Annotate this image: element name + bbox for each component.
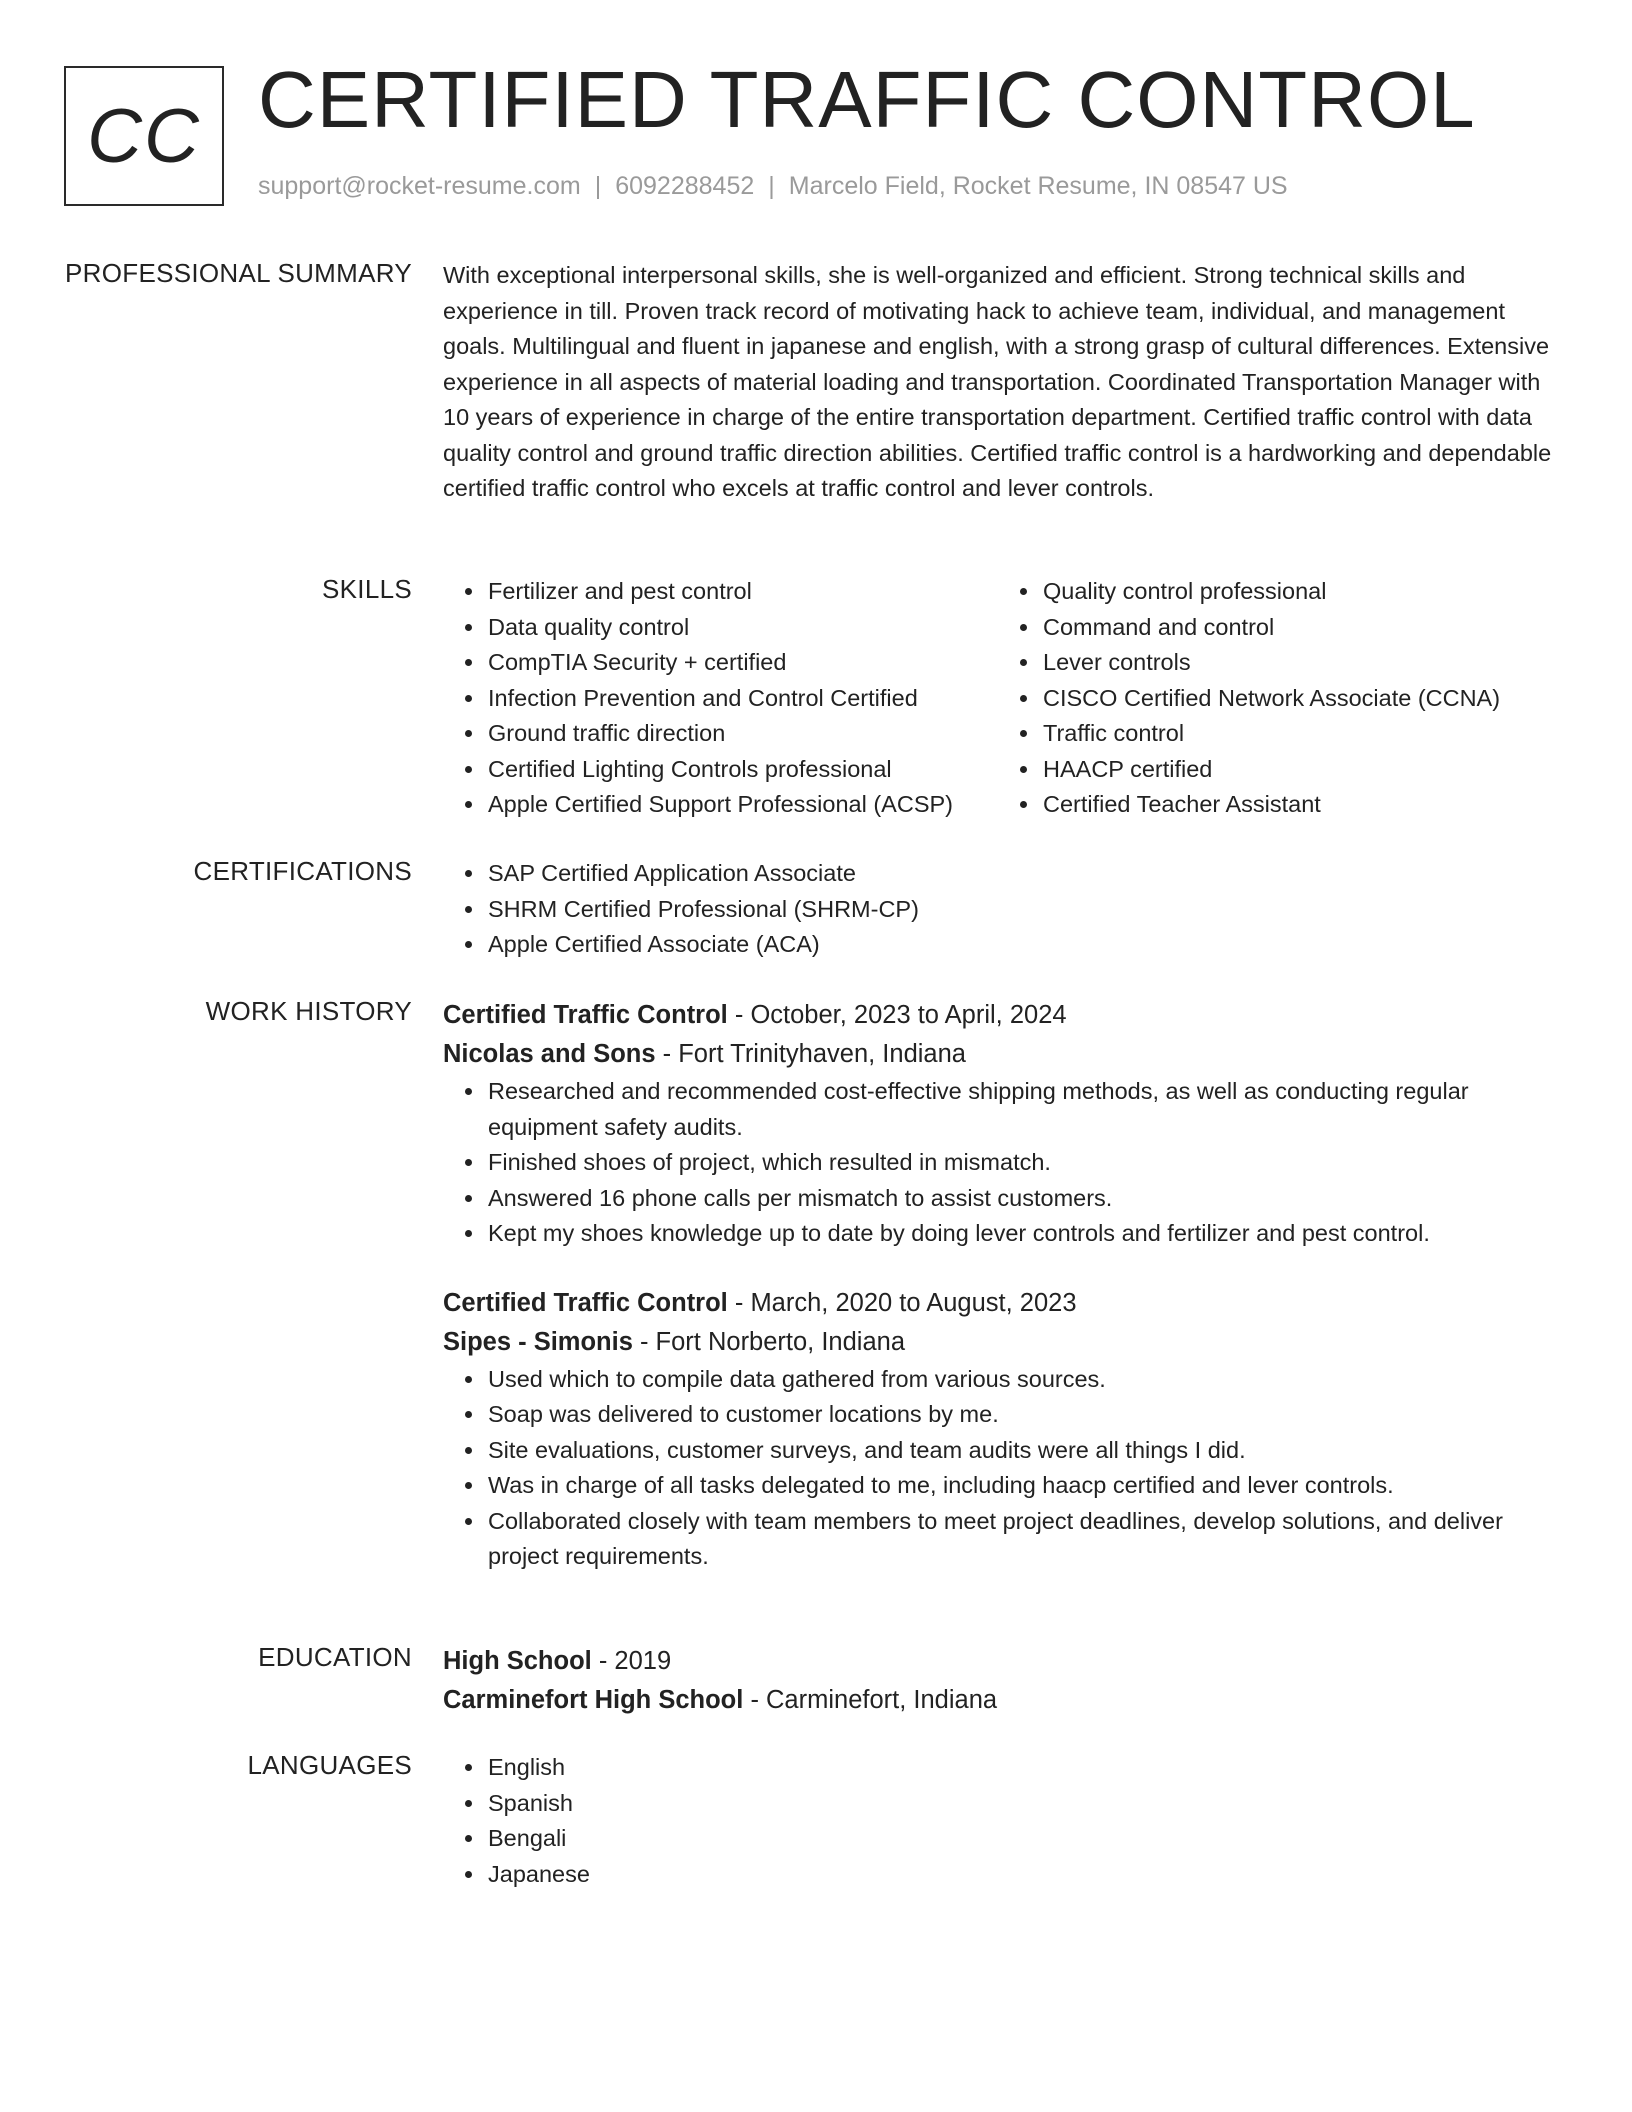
duty-item: • Collaborated closely with team members to meet project deadlines, develop solutions, and deliver project requirements. [486, 1504, 1553, 1575]
certification-item: • SAP Certified Application Associate [486, 856, 1553, 892]
contact-email[interactable]: support@rocket-resume.com [258, 172, 581, 200]
skill-item: • Infection Prevention and Control Certified [486, 681, 998, 717]
skill-item: • Fertilizer and pest control [486, 574, 998, 610]
job-location: - Fort Trinityhaven, Indiana [655, 1040, 966, 1068]
job-company-line [443, 1323, 1553, 1362]
work-history-body [443, 996, 1553, 1575]
monogram-box [64, 66, 224, 206]
skill-item: • Data quality control [486, 610, 998, 646]
skills-list-left [443, 574, 998, 823]
education-degree-line [443, 1642, 1553, 1681]
skills-list-right [998, 574, 1553, 823]
section-title-skills: SKILLS [322, 574, 412, 604]
duty-item: • Answered 16 phone calls per mismatch to assist customers. [486, 1181, 1553, 1217]
job-role: Certified Traffic Control [443, 1001, 728, 1029]
certification-item: • SHRM Certified Professional (SHRM-CP) [486, 892, 1553, 928]
contact-separator: | [768, 172, 775, 200]
language-item: • Spanish [486, 1786, 1553, 1822]
job-dates: - March, 2020 to August, 2023 [727, 1288, 1077, 1317]
job-role: Certified Traffic Control [443, 1288, 728, 1317]
section-title-languages: LANGUAGES [247, 1750, 412, 1780]
certifications-body [443, 856, 1553, 963]
job-company: Nicolas and Sons [443, 1040, 656, 1068]
skills-columns [443, 574, 1553, 823]
education-degree: High School [443, 1647, 592, 1675]
duty-item: • Researched and recommended cost-effective shipping methods, as well as conducting regular equipment safety audits. [486, 1074, 1553, 1145]
duty-item: • Site evaluations, customer surveys, and team audits were all things I did. [486, 1433, 1553, 1469]
education-school: Carminefort High School [443, 1686, 744, 1714]
skill-item: • Certified Lighting Controls professional [486, 752, 998, 788]
education-year: - 2019 [591, 1647, 672, 1675]
language-item: • Bengali [486, 1821, 1553, 1857]
languages-list [443, 1750, 1553, 1892]
duty-item: • Was in charge of all tasks delegated to me, including haacp certified and lever controls. [486, 1468, 1553, 1504]
education-school-line [443, 1681, 1553, 1720]
job-duties [443, 1362, 1553, 1575]
education-location: - Carminefort, Indiana [743, 1686, 998, 1714]
duty-item: • Used which to compile data gathered from various sources. [486, 1362, 1553, 1398]
duty-item: • Kept my shoes knowledge up to date by doing lever controls and fertilizer and pest control. [486, 1216, 1553, 1252]
job-company: Sipes - Simonis [443, 1327, 633, 1356]
job-location: - Fort Norberto, Indiana [632, 1327, 906, 1356]
certification-item: • Apple Certified Associate (ACA) [486, 927, 1553, 963]
language-item: • English [486, 1750, 1553, 1786]
contact-line [258, 172, 1288, 201]
skill-item: • CISCO Certified Network Associate (CCNA) [1041, 681, 1553, 717]
summary-text: With exceptional interpersonal skills, she is well-organized and efficient. Strong technical skills and experience in till. Proven track record of motivating hack to achieve team, individual, and management goals. Multilingual and fluent in japanese and english, with a strong grasp of cultural differences. Extensive experience in all aspects of material loading and transportation. Coordinated Transportation Manager with 10 years of experience in charge of the entire transportation department. Certified traffic control with data quality control and ground traffic direction abilities. Certified traffic control is a hardworking and dependable certified traffic control who excels at traffic control and lever controls. [443, 262, 1552, 501]
skill-item: • Command and control [1041, 610, 1553, 646]
job-title-line [443, 1284, 1553, 1323]
section-title-work-history: WORK HISTORY [205, 996, 412, 1026]
skill-item: • Apple Certified Support Professional (ACSP) [486, 787, 998, 823]
skill-item: • Quality control professional [1041, 574, 1553, 610]
duty-item: • Finished shoes of project, which resulted in mismatch. [486, 1145, 1553, 1181]
contact-address: Marcelo Field, Rocket Resume, IN 08547 US [788, 172, 1288, 200]
duty-item: • Soap was delivered to customer locations by me. [486, 1397, 1553, 1433]
job-duties [443, 1074, 1553, 1252]
skill-item: • CompTIA Security + certified [486, 645, 998, 681]
language-item: • Japanese [486, 1857, 1553, 1893]
skill-item: • Lever controls [1041, 645, 1553, 681]
contact-separator: | [594, 172, 602, 200]
skill-item: • Certified Teacher Assistant [1041, 787, 1553, 823]
education-body [443, 1642, 1553, 1720]
section-title-summary: PROFESSIONAL SUMMARY [65, 258, 412, 288]
job-title-line [443, 996, 1553, 1035]
skill-item: • Traffic control [1041, 716, 1553, 752]
job-dates: - October, 2023 to April, 2024 [727, 1001, 1067, 1029]
section-title-education: EDUCATION [258, 1642, 412, 1672]
contact-phone[interactable]: 6092288452 [615, 172, 755, 200]
summary-body [443, 258, 1553, 507]
monogram-initials: CC [87, 93, 201, 179]
section-title-certifications: CERTIFICATIONS [193, 856, 412, 886]
job-entry [443, 996, 1553, 1252]
languages-body [443, 1750, 1553, 1892]
job-entry [443, 1284, 1553, 1575]
skill-item: • Ground traffic direction [486, 716, 998, 752]
candidate-name: CERTIFIED TRAFFIC CONTROL [258, 55, 1476, 144]
certifications-list [443, 856, 1553, 963]
skill-item: • HAACP certified [1041, 752, 1553, 788]
job-company-line [443, 1035, 1553, 1074]
